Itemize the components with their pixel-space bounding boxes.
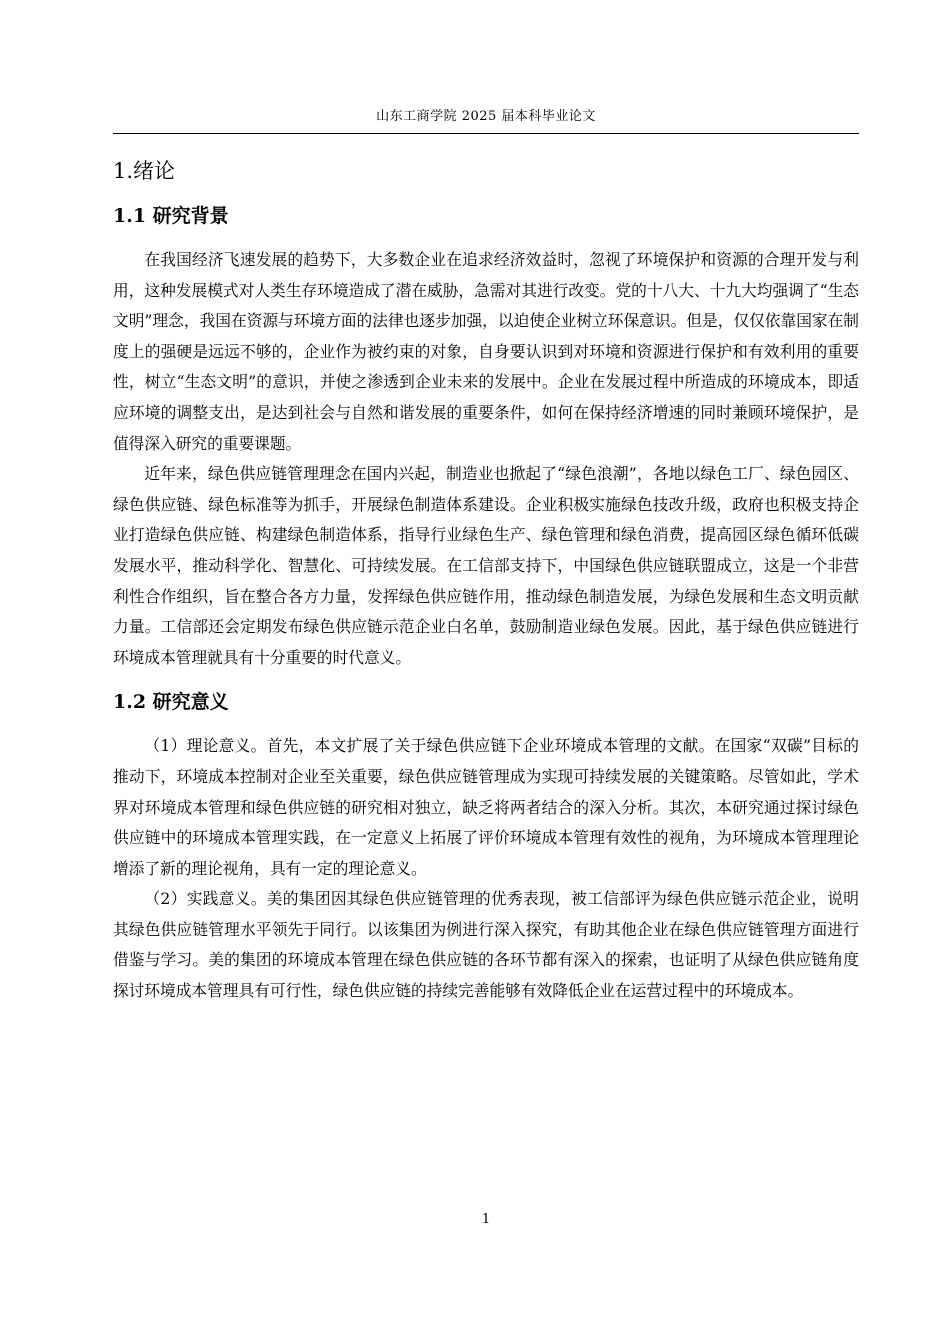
paragraph: 在我国经济飞速发展的趋势下，大多数企业在追求经济效益时，忽视了环境保护和资源的合理开发与利用，这种发展模式对人类生存环境造成了潜在威胁，急需对其进行改变。党的十八大、十九大均强调了“生态文明”理念，我国在资源与环境方面的法律也逐步加强，以迫使企业树立环保意识。但是，仅仅依靠国家在制度上的强硬是远远不够的，企业作为被约束的对象，自身要认识到对环境和资源进行保护和有效利用的重要性，树立“生态文明”的意识，并使之渗透到企业未来的发展中。企业在发展过程中所造成的环境成本，即适应环境的调整支出，是达到社会与自然和谐发展的重要条件，如何在保持经济增速的同时兼顾环境保护，是值得深入研究的重要课题。 [113, 250, 859, 453]
chapter-title: 1.绪论 [113, 159, 176, 183]
header-rule [113, 133, 859, 134]
page-content [113, 152, 859, 1007]
paragraph: （2）实践意义。美的集团因其绿色供应链管理的优秀表现，被工信部评为绿色供应链示范企业，说明其绿色供应链管理水平领先于同行。以该集团为例进行深入探究，有助其他企业在绿色供应链管理方面进行借鉴与学习。美的集团的环境成本管理在绿色供应链的各环节都有深入的探索，也证明了从绿色供应链角度探讨环境成本管理具有可行性，绿色供应链的持续完善能够有效降低企业在运营过程中的环境成本。 [113, 889, 859, 1001]
section-title-1-2: 1.2 研究意义 [113, 691, 229, 714]
paragraph: （1）理论意义。首先，本文扩展了关于绿色供应链下企业环境成本管理的文献。在国家“双碳”目标的推动下，环境成本控制对企业至关重要，绿色供应链管理成为实现可持续发展的关键策略。尽管如此，学术界对环境成本管理和绿色供应链的研究相对独立，缺乏将两者结合的深入分析。其次，本研究通过探讨绿色供应链中的环境成本管理实践，在一定意义上拓展了评价环境成本管理有效性的视角，为环境成本管理理论增添了新的理论视角，具有一定的理论意义。 [113, 736, 859, 878]
page-number: 1 [481, 1212, 491, 1227]
section-title-1-1: 1.1 研究背景 [113, 205, 229, 227]
paragraph: 近年来，绿色供应链管理理念在国内兴起，制造业也掀起了“绿色浪潮”，各地以绿色工厂、绿色园区、绿色供应链、绿色标准等为抓手，开展绿色制造体系建设。企业积极实施绿色技改升级，政府也积极支持企业打造绿色供应链、构建绿色制造体系，指导行业绿色生产、绿色管理和绿色消费，提高园区绿色循环低碳发展水平，推动科学化、智慧化、可持续发展。在工信部支持下，中国绿色供应链联盟成立，这是一个非营利性合作组织，旨在整合各方力量，发挥绿色供应链作用，推动绿色制造发展，为绿色发展和生态文明贡献力量。工信部还会定期发布绿色供应链示范企业白名单，鼓励制造业绿色发展。因此，基于绿色供应链进行环境成本管理就具有十分重要的时代意义。 [113, 464, 859, 667]
running-header: 山东工商学院 2025 届本科毕业论文 [376, 109, 596, 124]
